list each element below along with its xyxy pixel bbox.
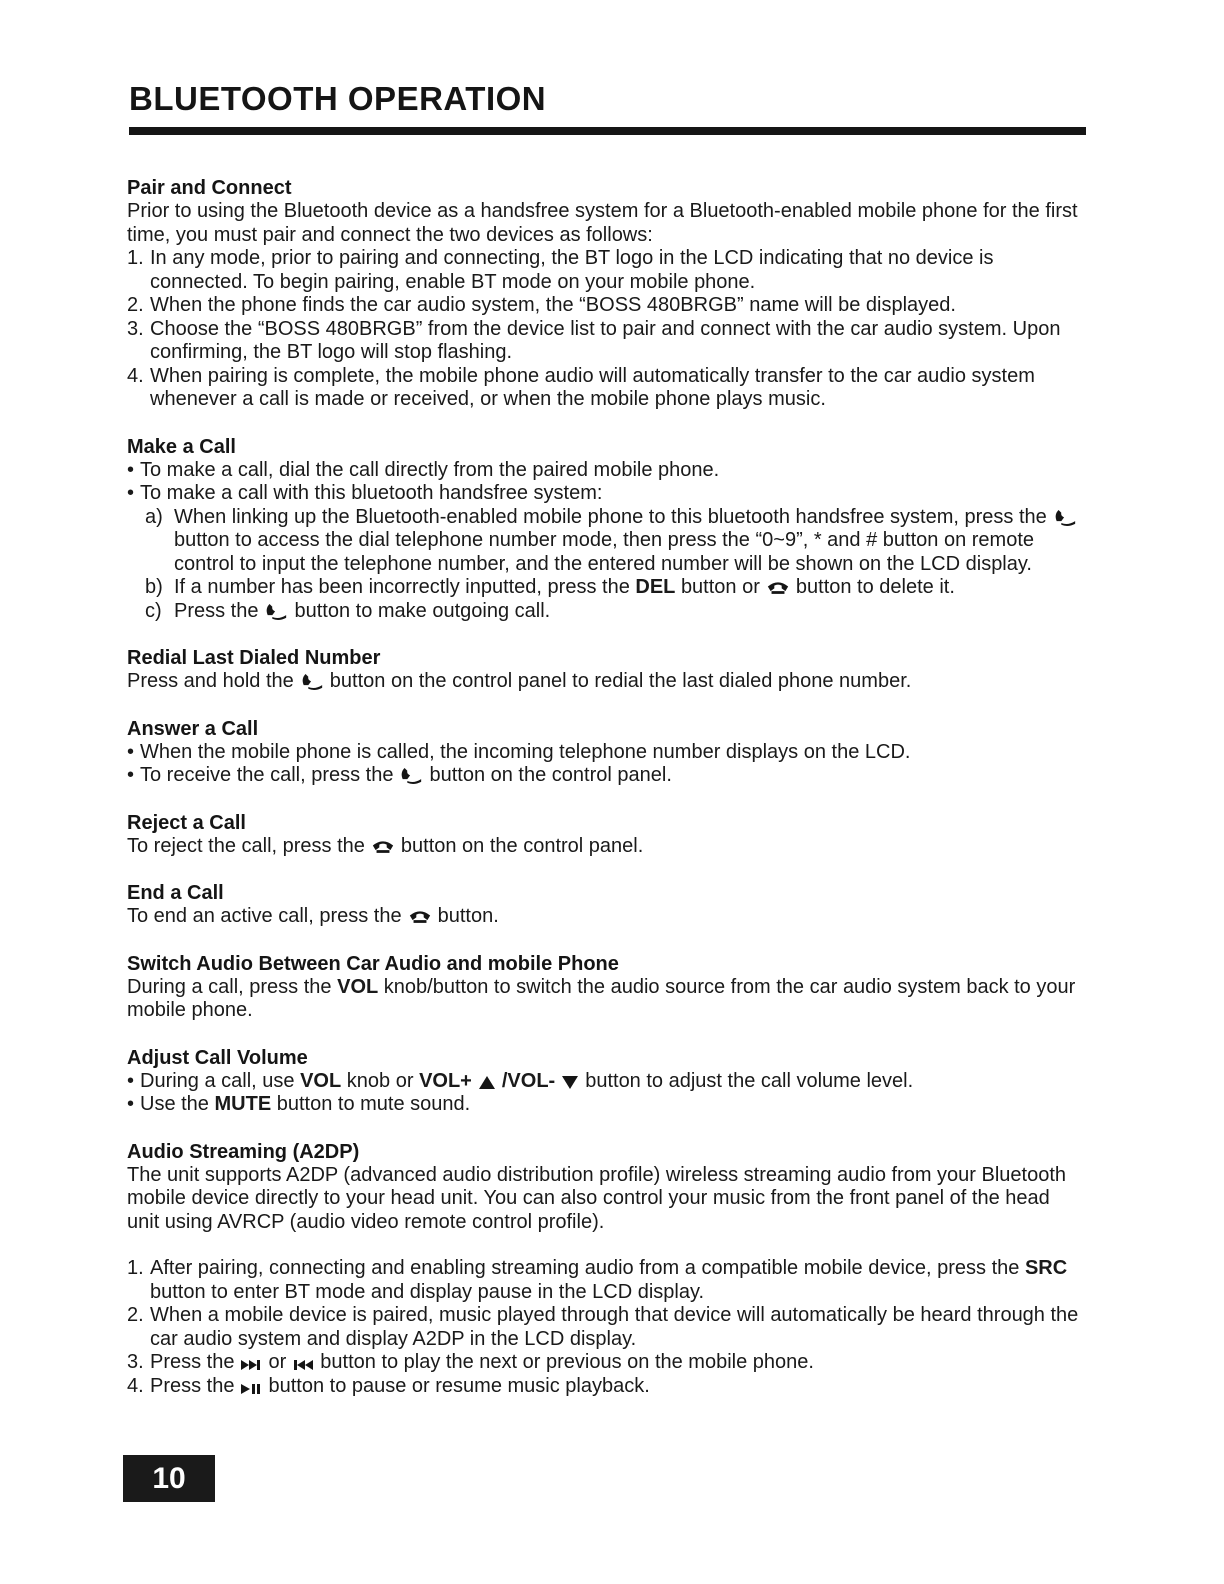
sub-item: b) If a number has been incorrectly inputted, press the DEL button or button to delete it. (145, 576, 955, 598)
list-item (127, 318, 1087, 365)
section-heading: Make a Call (127, 435, 236, 458)
section-heading: Pair and Connect (127, 177, 292, 199)
bullet-item: • To make a call, dial the call directly from the paired mobile phone. (127, 458, 720, 481)
bullet-item: • To make a call with this bluetooth handsfree system: (127, 482, 603, 504)
phone-pickup-icon (300, 671, 324, 690)
section-reject-call (127, 811, 1087, 859)
section-audio-streaming (127, 1140, 1087, 1399)
section-heading: Answer a Call (127, 717, 259, 740)
triangle-down-icon (561, 1075, 579, 1090)
paragraph: During a call, press the VOL knob/button to switch the audio source from the car audio system back to your mobile phone. (127, 975, 1076, 1021)
bullet-item: • Use the MUTE button to mute sound. (127, 1093, 471, 1115)
list-item: 2. When a mobile device is paired, music played through that device will automatically be heard through the car audio system and display A2DP in the LCD display. (127, 1304, 1079, 1350)
section-end-call (127, 881, 1087, 929)
manual-content (127, 176, 1087, 1398)
paragraph: The unit supports A2DP (advanced audio distribution profile) wireless streaming audio from your Bluetooth mobile device directly to your head unit. You can also control your music from the front panel of the head unit using AVRCP (audio video remote control profile). (127, 1163, 1067, 1233)
section-switch-audio (127, 952, 1087, 1023)
phone-pickup-icon (1053, 507, 1077, 526)
item-text: In any mode, prior to pairing and connecting, the BT logo in the LCD indicating that no device is connected. To begin pairing, enable BT mode on your mobile phone. (150, 247, 994, 293)
sub-item: c) Press the button to make outgoing call. (145, 599, 551, 622)
triangle-up-icon (478, 1075, 496, 1090)
section-answer-call (127, 717, 1087, 788)
page-number: 10 (123, 1455, 215, 1502)
paragraph: To end an active call, press the button. (127, 905, 499, 927)
item-number: 4. (127, 364, 144, 387)
next-track-icon (240, 1359, 262, 1371)
section-make-call (127, 435, 1087, 624)
title-rule (129, 127, 1086, 135)
section-heading: Audio Streaming (A2DP) (127, 1140, 360, 1163)
list-item (127, 294, 1087, 318)
section-adjust-volume (127, 1046, 1087, 1117)
phone-pickup-icon (264, 601, 288, 620)
bullet-item: • When the mobile phone is called, the incoming telephone number displays on the LCD. (127, 740, 911, 763)
item-text: When pairing is complete, the mobile phone audio will automatically transfer to the car audio system whenever a call is made or received, or when the mobile phone plays music. (150, 364, 1035, 410)
play-pause-icon (240, 1383, 262, 1395)
phone-hangup-icon (766, 577, 790, 596)
page-title: BLUETOOTH OPERATION (129, 80, 547, 117)
section-heading: Switch Audio Between Car Audio and mobile Phone (127, 952, 619, 975)
bullet-item: • During a call, use VOL knob or VOL+ /VOL- button to adjust the call volume level. (127, 1069, 914, 1092)
section-heading: Redial Last Dialed Number (127, 647, 381, 669)
phone-hangup-icon (371, 836, 395, 855)
paragraph: To reject the call, press the button on the control panel. (127, 834, 644, 857)
phone-pickup-icon (399, 765, 423, 784)
item-text: When the phone finds the car audio system, the “BOSS 480BRGB” name will be displayed. (150, 294, 956, 316)
bullet-item: • To receive the call, press the button on the control panel. (127, 764, 672, 786)
section-redial (127, 646, 1087, 694)
list-item: 3. Press the or button to play the next or previous on the mobile phone. (127, 1351, 814, 1373)
item-number: 1. (127, 247, 144, 269)
list-item (127, 365, 1087, 412)
item-number: 2. (127, 294, 144, 316)
section-pair-connect (127, 176, 1087, 412)
phone-hangup-icon (408, 906, 432, 925)
section-heading: Adjust Call Volume (127, 1046, 308, 1069)
list-item: 4. Press the button to pause or resume music playback. (127, 1374, 650, 1397)
previous-track-icon (292, 1359, 314, 1371)
list-item: 1. After pairing, connecting and enabling streaming audio from a compatible mobile device, press the SRC button to enter BT mode and display pause in the LCD display. (127, 1257, 1068, 1303)
paragraph: Prior to using the Bluetooth device as a handsfree system for a Bluetooth-enabled mobile phone for the first time, you must pair and connect the two devices as follows: (127, 200, 1078, 246)
section-heading: Reject a Call (127, 811, 246, 834)
sub-item: a) When linking up the Bluetooth-enabled mobile phone to this bluetooth handsfree system, press thebutton to access the dial telephone number mode, then press the “0~9”, * and # button on remote control to input the telephone number, and the entered number will be shown on the LCD display. (127, 506, 1087, 577)
item-text: Choose the “BOSS 480BRGB” from the device list to pair and connect with the car audio system. Upon confirming, the BT logo will stop flashing. (150, 317, 1061, 363)
section-heading: End a Call (127, 882, 224, 904)
list-item (127, 247, 1087, 294)
item-number: 3. (127, 317, 144, 340)
paragraph: Press and hold the button on the control panel to redial the last dialed phone number. (127, 670, 912, 692)
